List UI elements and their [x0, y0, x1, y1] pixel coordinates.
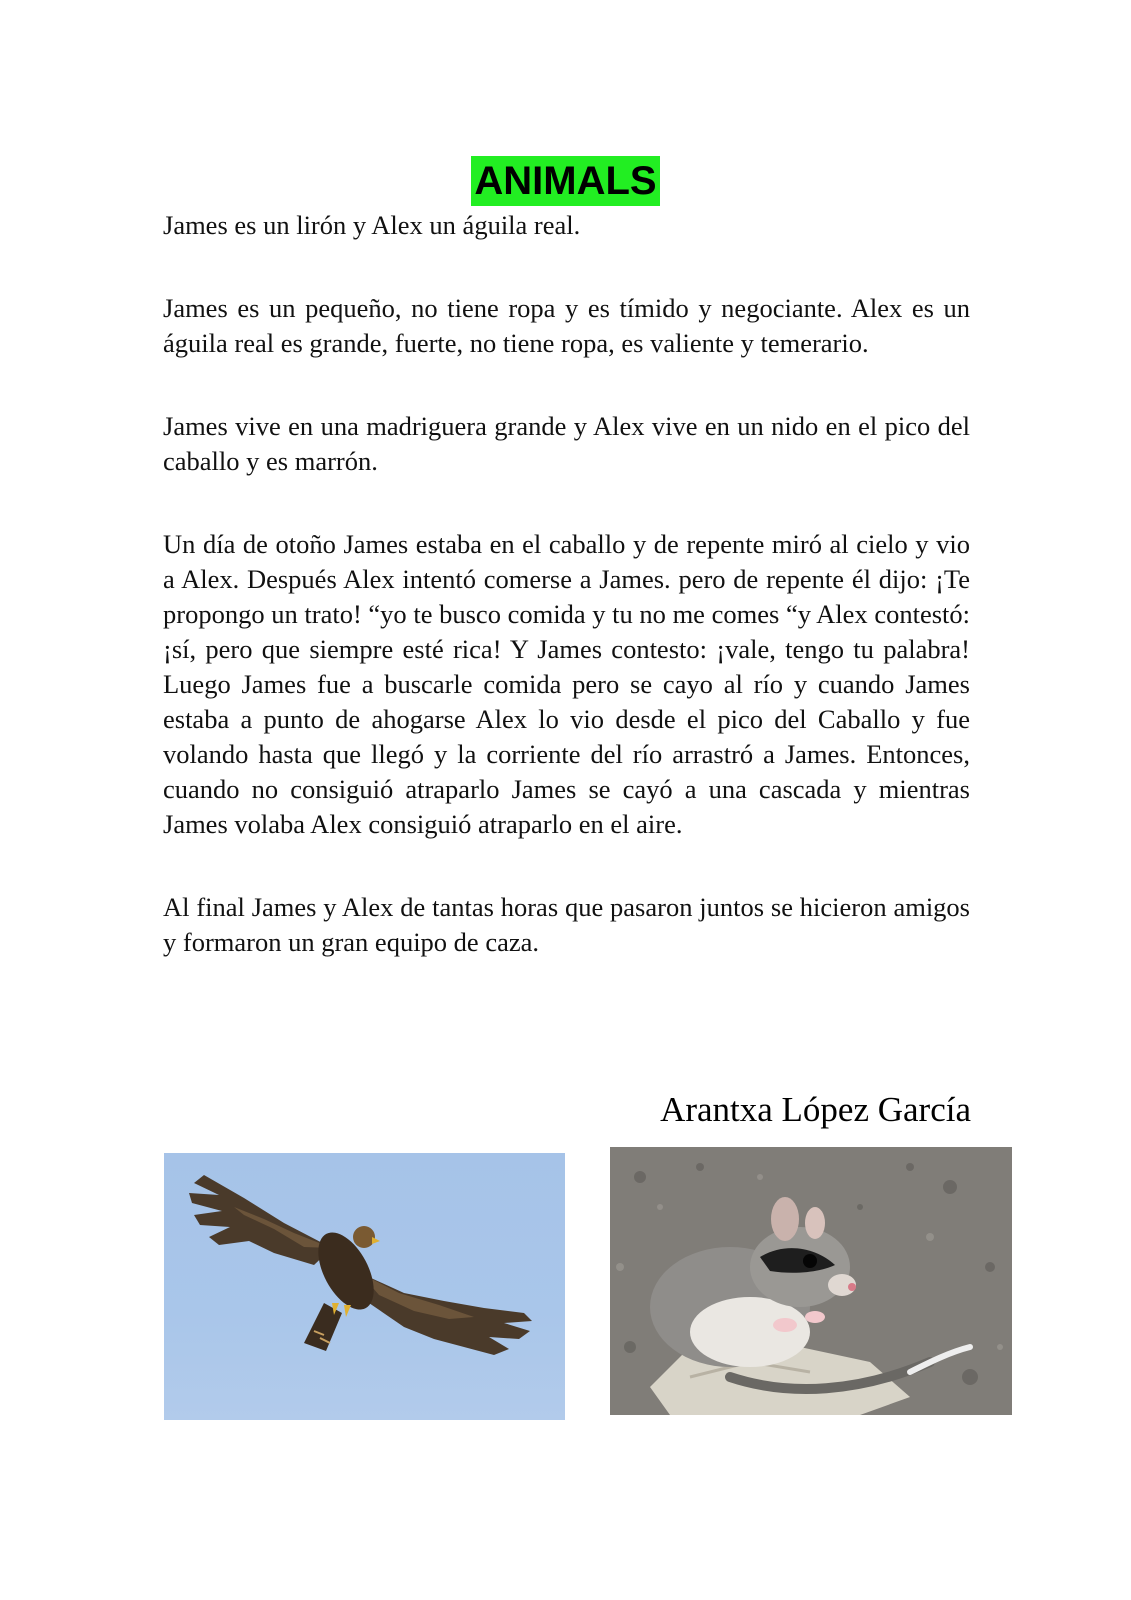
- story-body: [163, 208, 970, 1008]
- page-title: ANIMALS: [471, 156, 659, 206]
- title-container: [0, 156, 1131, 206]
- paragraph-5: Al final James y Alex de tantas horas que pasaron juntos se hicieron amigos y formaron un gran equipo de caza.: [163, 892, 970, 957]
- paragraph-1: James es un lirón y Alex un águila real.: [163, 210, 581, 240]
- paragraph-2: James es un pequeño, no tiene ropa y es tímido y negociante. Alex es un águila real es grande, fuerte, no tiene ropa, es valiente y temerario.: [163, 293, 970, 358]
- paragraph-4: Un día de otoño James estaba en el caballo y de repente miró al cielo y vio a Alex. Después Alex intentó comerse a James. pero de repente él dijo: ¡Te propongo un trato! “yo te busco comida y tu no me comes “y Alex contestó: ¡sí, pero que siempre esté rica! Y James contesto: ¡vale, tengo tu palabra! Luego James fue a buscarle comida pero se cayo al río y cuando James estaba a punto de ahogarse Alex lo vio desde el pico del Caballo y fue volando hasta que llegó y la corriente del río arrastró a James. Entonces, cuando no consiguió atraparlo James se cayó a una cascada y mientras James volaba Alex consiguió atraparlo en el aire.: [163, 529, 970, 839]
- author-signature: Arantxa López García: [660, 1090, 971, 1129]
- dormouse-image: [610, 1147, 1012, 1415]
- paragraph-3: James vive en una madriguera grande y Alex vive en un nido en el pico del caballo y es marrón.: [163, 411, 970, 476]
- eagle-image: [164, 1153, 565, 1420]
